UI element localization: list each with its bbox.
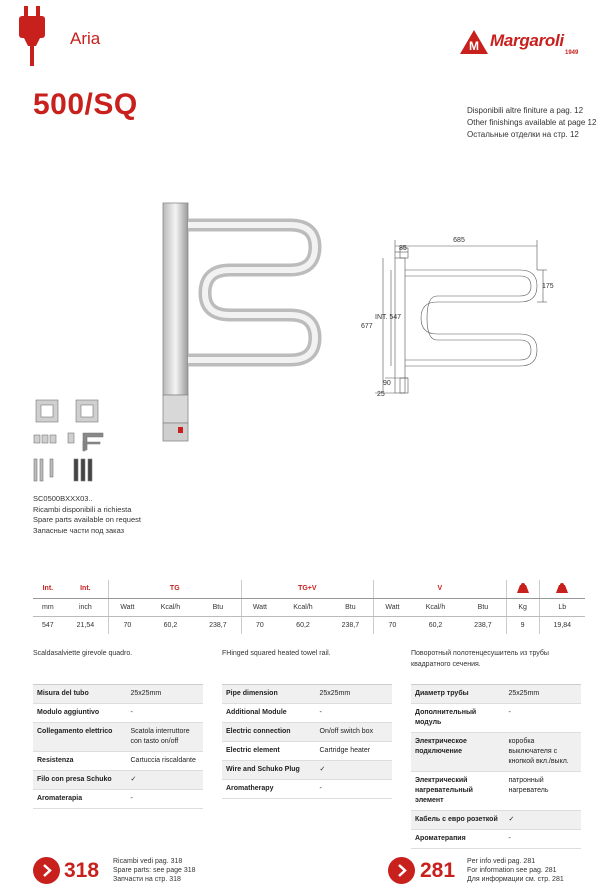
spec-unit: Kcal/h [411, 598, 460, 616]
spec-units-row [33, 598, 585, 616]
spec-unit: Watt [374, 598, 411, 616]
footer-left-note [113, 857, 196, 884]
feature-key: Pipe dimension [222, 685, 316, 704]
finishes-note [467, 105, 596, 141]
spec-unit: mm [33, 598, 63, 616]
spec-value: 238,7 [341, 621, 360, 629]
spare-parts-note [33, 494, 141, 536]
plug-icon [14, 6, 50, 66]
description-ru: Поворотный полотенцесушитель из трубы квадратного сечения. [411, 650, 549, 668]
feature-value: ✓ [505, 811, 582, 830]
features-table-it [33, 684, 203, 809]
description-it: Scaldasalviette girevole quadro. [33, 650, 133, 657]
finishes-ru: Остальные отделки на стр. 12 [467, 130, 579, 139]
spare-ru: Запасные части под заказ [33, 525, 125, 535]
feature-key: Aromatherapy [222, 780, 316, 799]
feature-value: патронный нагреватель [505, 772, 582, 811]
page-number-spare-parts: 318 [64, 859, 100, 882]
feature-value: - [316, 704, 393, 723]
spec-unit: Btu [328, 598, 374, 616]
spec-unit: Watt [241, 598, 278, 616]
spec-value: 70 [241, 616, 278, 634]
page-number-info: 281 [420, 859, 456, 882]
spec-value: 21,54 [76, 621, 95, 629]
feature-key: Электрическое подключение [411, 733, 505, 772]
feature-value: - [127, 790, 204, 809]
feature-key: Аромaтерапия [411, 830, 505, 849]
weight-icon [506, 580, 539, 598]
dim-left: 85 [399, 245, 407, 252]
svg-text:M: M [469, 39, 479, 53]
feature-value: ✓ [316, 761, 393, 780]
description-en: FHinged squared heated towel rail. [222, 650, 331, 657]
chevron-right-icon [33, 857, 60, 884]
weight-icon [539, 580, 585, 598]
feature-value: Cartridge heater [316, 742, 393, 761]
spec-value: 547 [42, 621, 54, 629]
feature-value: ✓ [127, 771, 204, 790]
spare-en: Spare parts available on request [33, 515, 141, 524]
spec-header: TG [109, 580, 242, 598]
margaroli-logo-icon [459, 29, 489, 55]
feature-value: Cartuccia riscaldante [127, 752, 204, 771]
feature-key: Aromaterapia [33, 790, 127, 809]
feature-value: 25x25mm [127, 685, 204, 704]
dim-foot: 25 [377, 391, 385, 398]
spec-header: V [374, 580, 507, 598]
feature-key: Collegamento elettrico [33, 723, 127, 752]
spec-unit: Btu [195, 598, 241, 616]
feature-value: On/off switch box [316, 723, 393, 742]
spec-header: TG+V [241, 580, 374, 598]
spare-it: Ricambi disponibili a richiesta [33, 504, 132, 514]
technical-drawing [355, 228, 555, 403]
feature-key: Resistenza [33, 752, 127, 771]
footer-right-note [467, 857, 564, 884]
spec-unit: Btu [460, 598, 506, 616]
finishes-en: Other finishings available at page 12 [467, 118, 597, 127]
dim-int: INT. 547 [375, 314, 402, 321]
page-link-spare-parts[interactable] [33, 857, 60, 884]
spec-header-row [33, 580, 585, 598]
footer-right-ru: Для информации см. стр. 281 [467, 876, 564, 883]
feature-key: Wire and Schuko Plug [222, 761, 316, 780]
feature-key: Misura del tubo [33, 685, 127, 704]
page-title: Aria [70, 29, 101, 48]
product-image [150, 195, 330, 445]
spec-unit: Kcal/h [278, 598, 327, 616]
feature-value: Scatola interruttore con tasto on/off [127, 723, 204, 752]
feature-key: Electric element [222, 742, 316, 761]
feature-value: - [316, 780, 393, 799]
spec-value: 19,84 [539, 616, 585, 634]
chevron-right-icon [388, 857, 415, 884]
spec-value: 9 [506, 616, 539, 634]
feature-key: Filo con presa Schuko [33, 771, 127, 790]
spare-code: SC0500BXXX03.. [33, 494, 93, 503]
spare-parts-image [28, 395, 113, 490]
spec-table [33, 580, 585, 634]
spec-value: 238,7 [474, 621, 492, 629]
features-table-ru [411, 684, 581, 849]
brand-year: 1949 [565, 50, 579, 56]
spec-header: Int. [63, 580, 109, 598]
spec-value: 60,2 [296, 621, 310, 629]
dim-bottom: 90 [383, 380, 391, 387]
footer-left-it: Ricambi vedi pag. 318 [113, 858, 183, 865]
spec-value: 60,2 [428, 621, 443, 629]
finishes-it: Disponibili altre finiture a pag. 12 [467, 106, 584, 115]
spec-unit: inch [63, 598, 109, 616]
spec-unit: Kg [506, 598, 539, 616]
page-link-info[interactable] [388, 857, 415, 884]
feature-value: 25x25mm [316, 685, 393, 704]
feature-value: коробка выключателя с кнопкой вкл./выкл. [505, 733, 582, 772]
footer-right-it: Per info vedi pag. 281 [467, 858, 536, 865]
feature-key: Электрический нагревательный элемент [411, 772, 505, 811]
dim-width: 685 [453, 237, 465, 244]
footer-left-ru: Запчасти на стр. 318 [113, 876, 181, 883]
spec-value: 70 [374, 616, 411, 634]
dim-loop: 175 [542, 283, 554, 290]
spec-header: Int. [33, 580, 63, 598]
spec-value: 60,2 [163, 621, 178, 629]
spec-value: 238,7 [209, 621, 227, 629]
feature-value: - [505, 830, 582, 849]
footer-left-en: Spare parts: see page 318 [113, 867, 196, 874]
feature-key: Electric connection [222, 723, 316, 742]
feature-key: Additional Module [222, 704, 316, 723]
spec-values-row [33, 616, 585, 634]
feature-key: Диаметр трубы [411, 685, 505, 704]
features-table-en [222, 684, 392, 799]
spec-unit: Lb [539, 598, 585, 616]
feature-value: - [127, 704, 204, 723]
spec-value: 70 [109, 616, 146, 634]
feature-key: Кабель с евро розеткой [411, 811, 505, 830]
feature-key: Дополнительный модуль [411, 704, 505, 733]
dim-height: 677 [361, 323, 373, 330]
spec-unit: Kcal/h [146, 598, 195, 616]
footer-right-en: For information see pag. 281 [467, 867, 557, 874]
feature-key: Modulo aggiuntivo [33, 704, 127, 723]
spec-unit: Watt [109, 598, 146, 616]
brand-name: Margaroli [490, 31, 564, 50]
feature-value: - [505, 704, 582, 733]
feature-value: 25x25mm [505, 685, 582, 704]
model-title: 500/SQ [33, 88, 138, 121]
